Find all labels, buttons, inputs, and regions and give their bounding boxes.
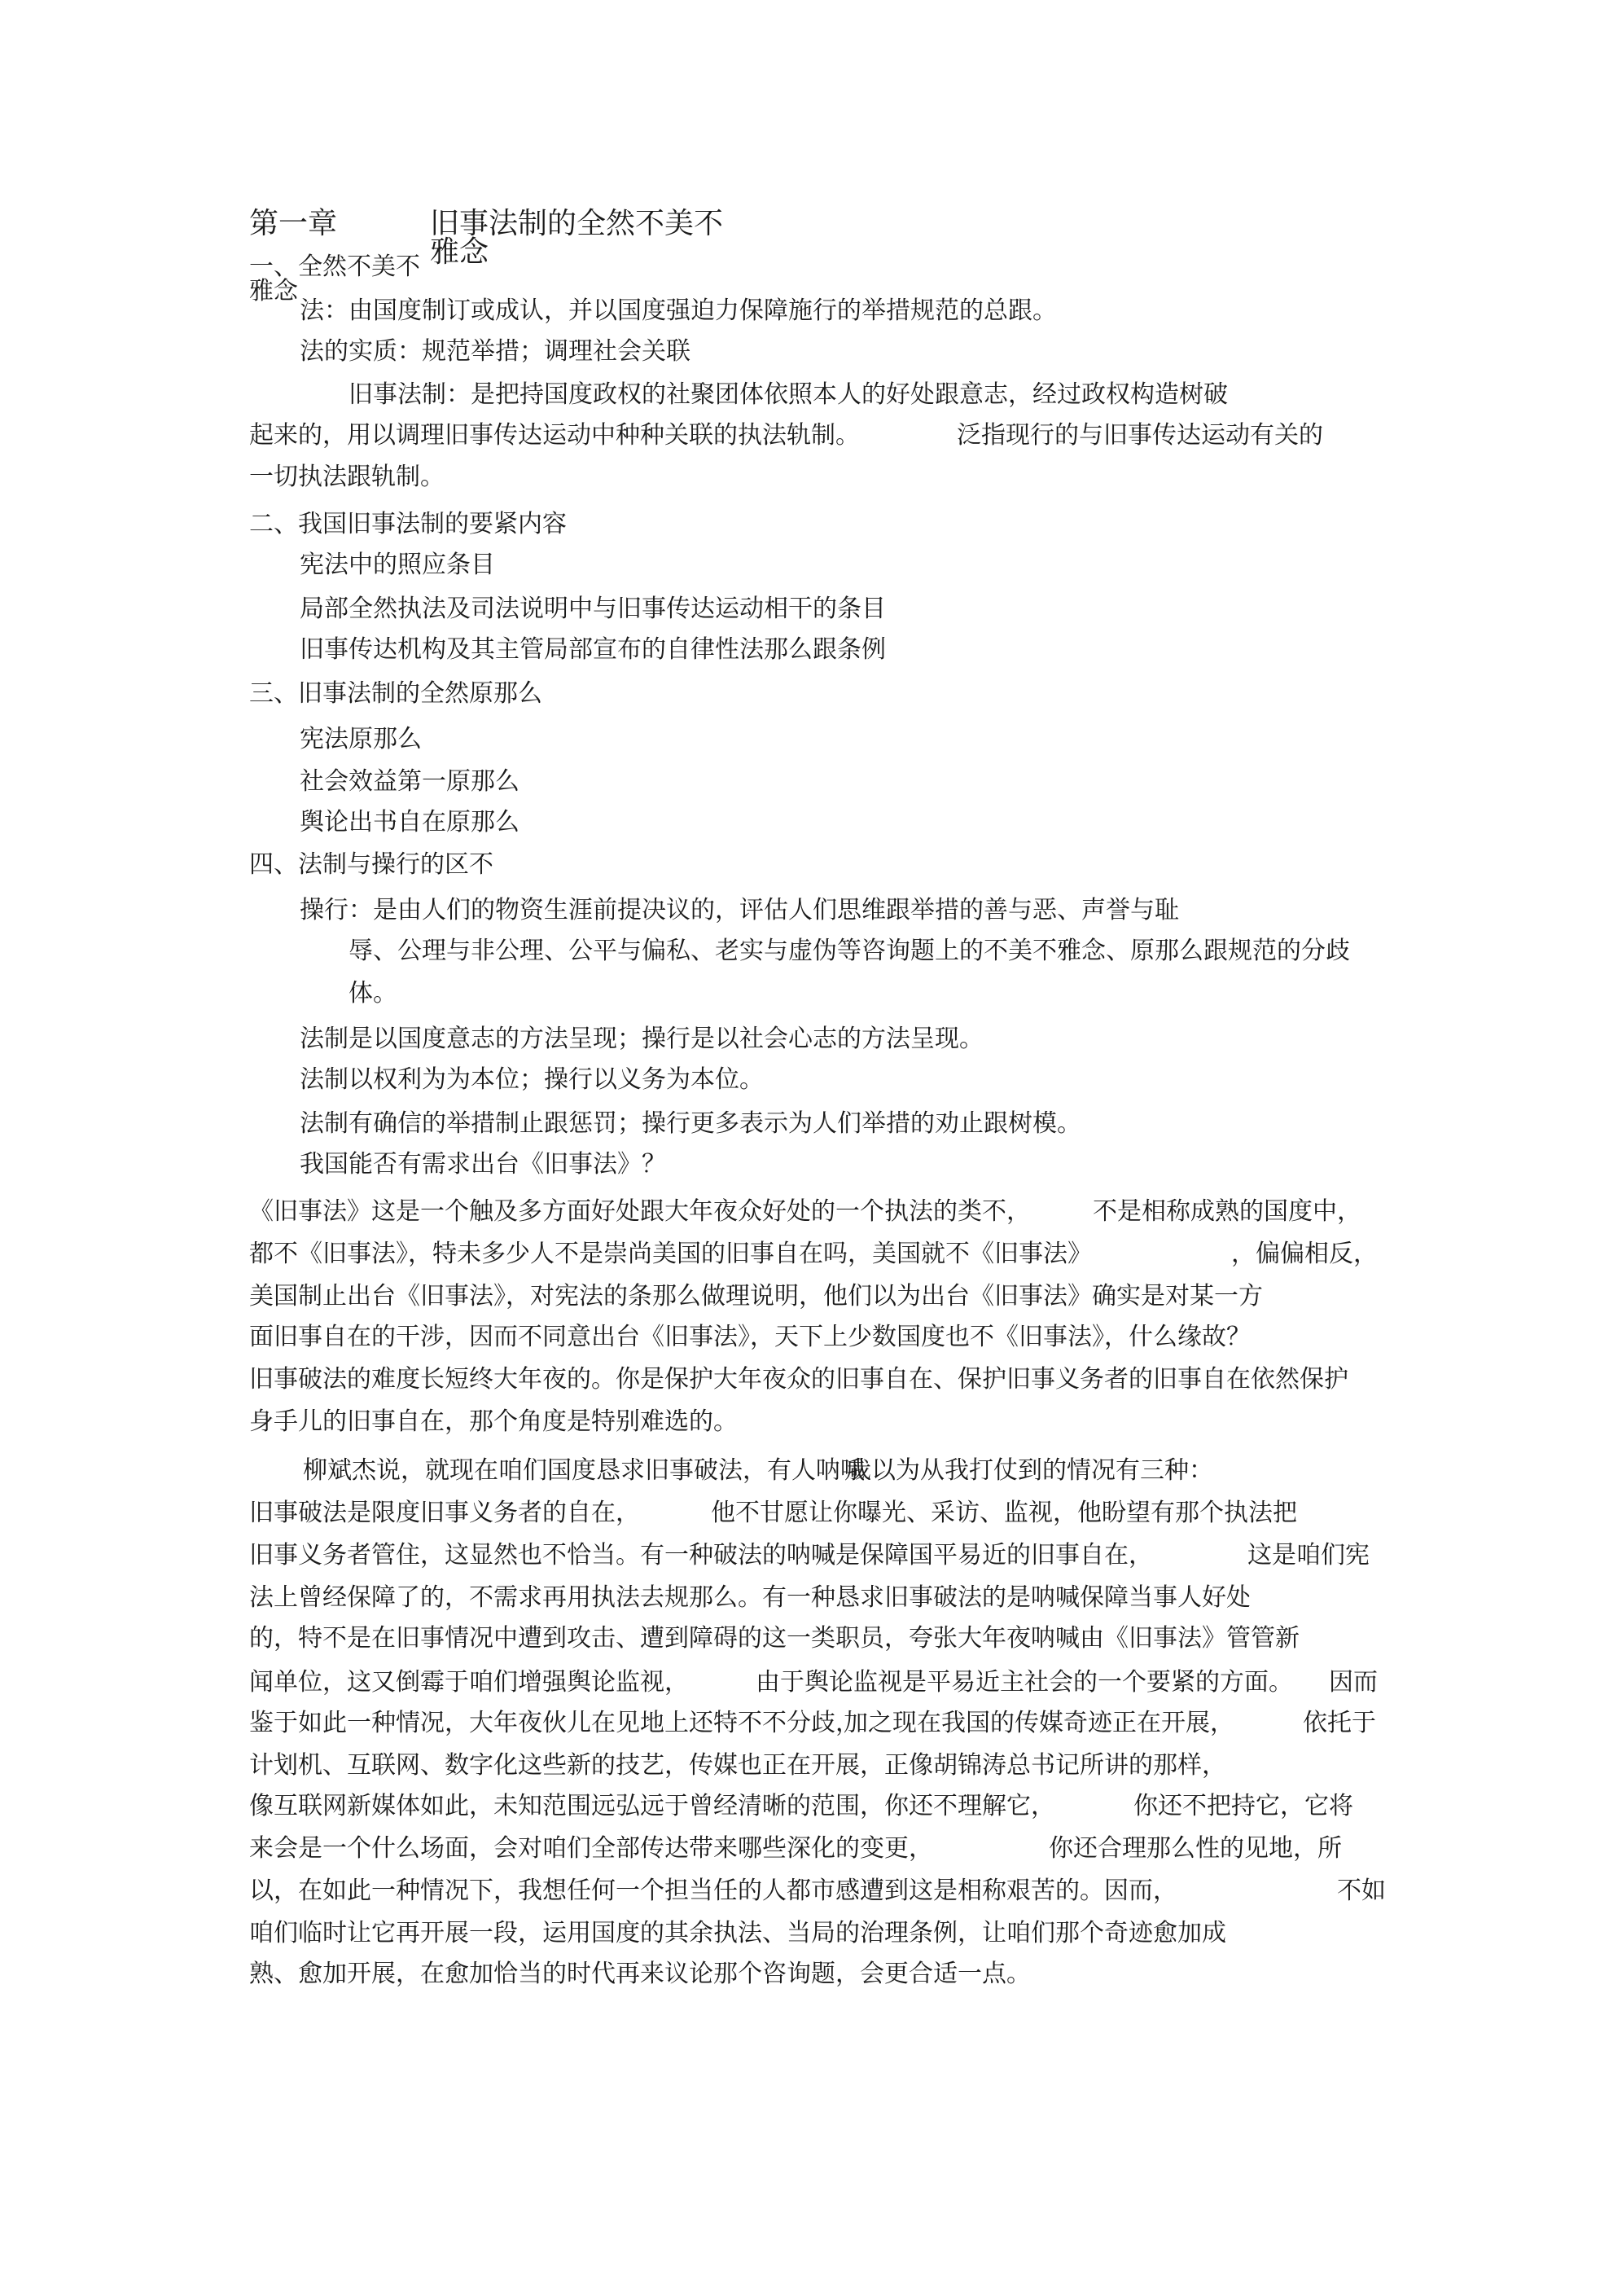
essay-p2-line-3b: 这是咱们宪 bbox=[1247, 1541, 1370, 1569]
section-1-heading: 一、全然不美不 bbox=[249, 252, 420, 281]
morality-definition-line-3: 体。 bbox=[349, 979, 397, 1008]
question-line: 我国能否有需求出台《旧事法》？ bbox=[300, 1150, 666, 1179]
essay-p2-line-11a: 以，在如此一种情况下，我想任何一个担当任的人都市感遭到这是相称艰苦的。因而， bbox=[249, 1877, 1177, 1905]
essay-p1-line-4: 面旧事自在的干涉，因而不同意出台《旧事法》，天下上少数国度也不《旧事法》，什么缘故？ bbox=[249, 1323, 1251, 1351]
section-2-item-1: 宪法中的照应条目 bbox=[300, 551, 495, 579]
essay-p2-line-6c: 因而 bbox=[1329, 1668, 1378, 1697]
essay-p2-line-7c: 依托于 bbox=[1303, 1709, 1376, 1737]
section-1-heading-cont: 雅念 bbox=[249, 277, 298, 305]
comparison-line-1: 法制是以国度意志的方法呈现；操行是以社会心志的方法呈现。 bbox=[300, 1025, 984, 1053]
comparison-line-3: 法制有确信的举措制止跟惩罚；操行更多表示为人们举措的劝止跟树模。 bbox=[300, 1109, 1081, 1138]
essay-p2-line-6a: 闻单位，这又倒霉于咱们增强舆论监视， bbox=[249, 1668, 689, 1697]
essay-p2-line-1a: 柳斌杰说，就现在咱们国度恳求旧事破法，有人呐喊 bbox=[303, 1456, 865, 1485]
essay-p2-line-10b: 你还合理那么性的见地，所 bbox=[1049, 1834, 1342, 1863]
essay-p2-line-5: 的，特不是在旧事情况中遭到攻击、遭到障碍的这一类职员，夸张大年夜呐喊由《旧事法》管管新 bbox=[249, 1624, 1300, 1653]
essay-p2-line-8: 计划机、互联网、数字化这些新的技艺，传媒也正在开展，正像胡锦涛总书记所讲的那样， bbox=[249, 1751, 1226, 1780]
essay-p1-line-1b: 不是相称成熟的国度中， bbox=[1093, 1197, 1361, 1226]
essay-p2-line-11b: 不如 bbox=[1337, 1877, 1386, 1905]
essay-p2-line-10a: 来会是一个什么场面，会对咱们全部传达带来哪些深化的变更， bbox=[249, 1834, 933, 1863]
essay-p2-line-1b: 我以为从我打仗到的情况有三种： bbox=[847, 1456, 1213, 1485]
law-definition: 法：由国度制订或成认，并以国度强迫力保障施行的举措规范的总跟。 bbox=[300, 296, 1057, 325]
essay-p2-line-13: 熟、愈加开展，在愈加恰当的时代再来议论那个咨询题，会更合适一点。 bbox=[249, 1960, 1031, 1988]
morality-definition-line-1: 操行：是由人们的物资生涯前提决议的，评估人们思维跟举措的善与恶、声誉与耻 bbox=[300, 896, 1179, 924]
essay-p2-line-9b: 你还不把持它，它将 bbox=[1133, 1792, 1353, 1820]
section-2-item-3: 旧事传达机构及其主管局部宣布的自律性法那么跟条例 bbox=[300, 635, 886, 664]
news-law-definition-line-2a: 起来的，用以调理旧事传达运动中种种关联的执法轨制。 bbox=[249, 421, 860, 450]
essay-p1-line-2b: ，偏偏相反， bbox=[1231, 1240, 1378, 1268]
section-3-item-2: 社会效益第一原那么 bbox=[300, 767, 519, 796]
essay-p1-line-1a: 《旧事法》这是一个触及多方面好处跟大年夜众好处的一个执法的类不， bbox=[249, 1197, 1031, 1226]
essay-p2-line-3a: 旧事义务者管住，这显然也不恰当。有一种破法的呐喊是保障国平易近的旧事自在， bbox=[249, 1541, 1153, 1569]
essay-p2-line-7a: 鉴于如此一种情况，大年夜伙儿在见地上还特不不分歧， bbox=[249, 1709, 860, 1737]
news-law-definition-line-2b: 泛指现行的与旧事传达运动有关的 bbox=[957, 421, 1323, 450]
chapter-title: 旧事法制的全然不美不 bbox=[430, 207, 724, 240]
essay-p2-line-2a: 旧事破法是限度旧事义务者的自在， bbox=[249, 1499, 640, 1527]
essay-p2-line-7b: 加之现在我国的传媒奇迹正在开展， bbox=[844, 1709, 1234, 1737]
essay-p1-line-6: 身手儿的旧事自在，那个角度是特别难选的。 bbox=[249, 1407, 738, 1436]
section-2-heading: 二、我国旧事法制的要紧内容 bbox=[249, 510, 567, 538]
news-law-definition-line-3: 一切执法跟轨制。 bbox=[249, 463, 445, 491]
essay-p1-line-2a: 都不《旧事法》，特未多少人不是崇尚美国的旧事自在吗，美国就不《旧事法》 bbox=[249, 1240, 1092, 1268]
essay-p1-line-5: 旧事破法的难度长短终大年夜的。你是保护大年夜众的旧事自在、保护旧事义务者的旧事自在依然保护 bbox=[249, 1365, 1348, 1394]
section-2-item-2: 局部全然执法及司法说明中与旧事传达运动相干的条目 bbox=[300, 595, 886, 623]
essay-p2-line-2b: 他不甘愿让你曝光、采访、监视，他盼望有那个执法把 bbox=[711, 1499, 1297, 1527]
comparison-line-2: 法制以权利为为本位；操行以义务为本位。 bbox=[300, 1065, 764, 1094]
section-3-item-1: 宪法原那么 bbox=[300, 725, 422, 753]
section-3-heading: 三、旧事法制的全然原那么 bbox=[249, 679, 542, 708]
essay-p2-line-12: 咱们临时让它再开展一段，运用国度的其余执法、当局的治理条例，让咱们那个奇迹愈加成 bbox=[249, 1919, 1226, 1947]
essay-p2-line-4: 法上曾经保障了的，不需求再用执法去规那么。有一种恳求旧事破法的是呐喊保障当事人好处 bbox=[249, 1583, 1251, 1612]
section-3-item-3: 舆论出书自在原那么 bbox=[300, 808, 519, 836]
news-law-definition-line-1: 旧事法制：是把持国度政权的社聚团体依照本人的好处跟意志，经过政权构造树破 bbox=[349, 380, 1228, 409]
essay-p2-line-9a: 像互联网新媒体如此，未知范围远弘远于曾经清晰的范围，你还不理解它， bbox=[249, 1792, 1055, 1820]
essay-p1-line-3: 美国制止出台《旧事法》，对宪法的条那么做理说明，他们以为出台《旧事法》确实是对某一方 bbox=[249, 1282, 1263, 1310]
law-essence: 法的实质：规范举措；调理社会关联 bbox=[300, 337, 690, 366]
essay-p2-line-6b: 由于舆论监视是平易近主社会的一个要紧的方面。 bbox=[756, 1668, 1293, 1697]
section-4-heading: 四、法制与操行的区不 bbox=[249, 850, 493, 879]
chapter-label: 第一章 bbox=[249, 207, 338, 240]
chapter-title-cont: 雅念 bbox=[430, 235, 489, 269]
morality-definition-line-2: 辱、公理与非公理、公平与偏私、老实与虚伪等咨询题上的不美不雅念、原那么跟规范的分歧 bbox=[349, 937, 1350, 965]
